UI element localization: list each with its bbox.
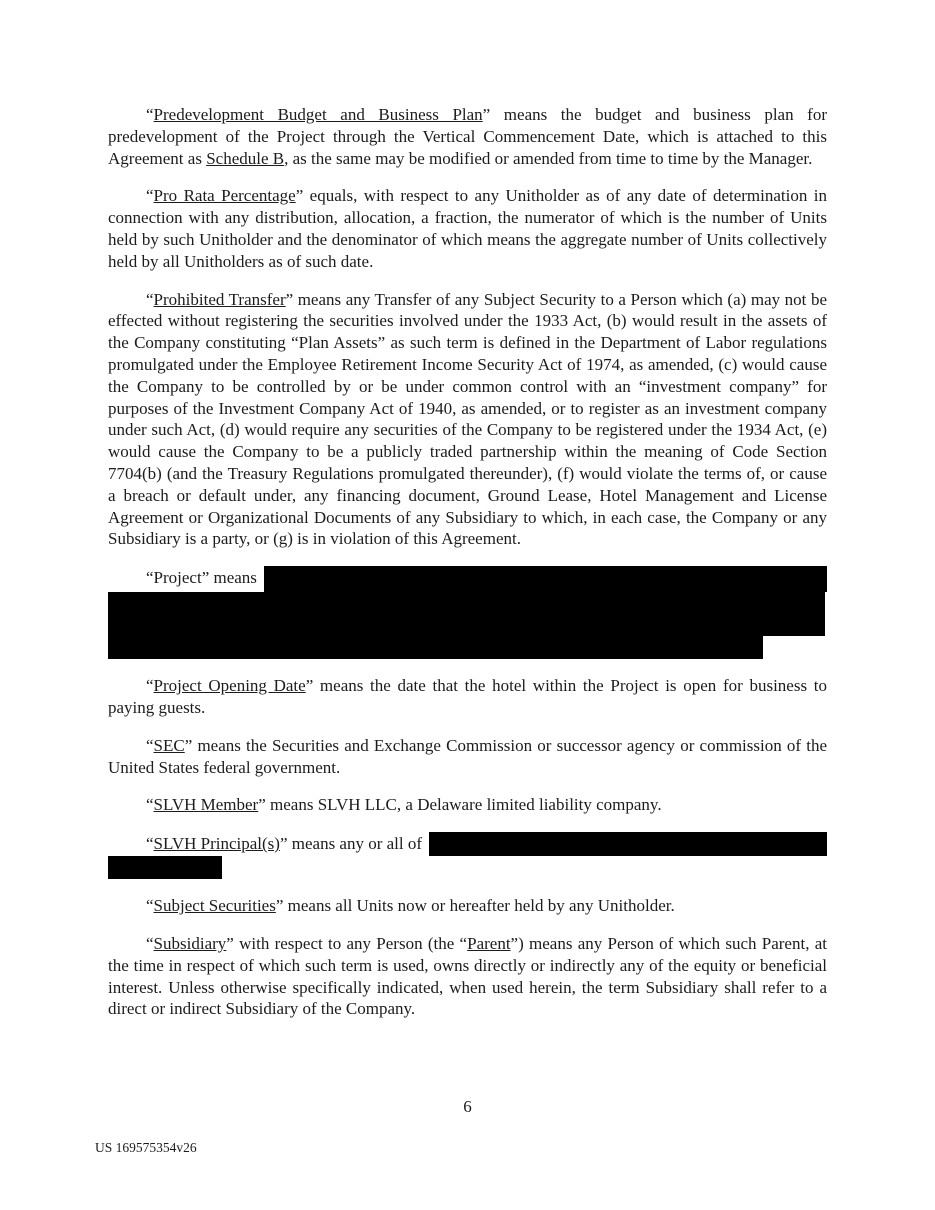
open-quote: “ bbox=[146, 834, 154, 854]
parent-defined-term: Parent bbox=[467, 933, 511, 953]
defined-term: SLVH Member bbox=[153, 795, 259, 815]
definition-text bbox=[108, 832, 422, 856]
definition-text: ”) means any Person of which such Parent, at the time in respect of which such term is used, owns directly or indirectly any of the equity or beneficial interest. Unless otherwise specifically indicated, when used herein, the term Subsidiary shall refer to a direct or indirect Subsidiary of the Company. bbox=[108, 933, 827, 1019]
open-quote: “ bbox=[146, 105, 154, 124]
definition-text: ” means any or all of bbox=[279, 834, 423, 854]
redaction-bar bbox=[264, 566, 827, 592]
document-body bbox=[108, 104, 827, 1036]
definition-text: “Project” means bbox=[146, 568, 257, 588]
redaction-block bbox=[108, 592, 825, 636]
schedule-b-reference: Schedule B bbox=[206, 148, 285, 168]
definition-text: ” means any Transfer of any Subject Security to a Person which (a) may not be effected without registering the securities involved under the 1933 Act, (b) would result in the assets of the Company constituting “Plan Assets” as such term is defined in the Department of Labor regulations promulgated under the Employee Retirement Income Security Act of 1974, as amended, (c) would cause the Company to be controlled by or be under common control with an “investment company” for purposes of the Investment Company Act of 1940, as amended, or to register as an investment company under such Act, (d) would require any securities of the Company to be registered under the 1934 Act, (e) would cause the Company to be a publicly traded partnership within the meaning of Code Section 7704(b) (and the Treasury Regulations promulgated thereunder), (f) would violate the terms of, or cause a breach or default under, any financing document, Ground Lease, Hotel Management and License Agreement or Organizational Documents of any Subsidiary to which, in each case, the Company or any Subsidiary is a party, or (g) is in violation of this Agreement. bbox=[108, 289, 827, 549]
open-quote: “ bbox=[146, 289, 154, 309]
definition-text: ” means all Units now or hereafter held by any Unitholder. bbox=[275, 896, 675, 916]
definition-text: ” means SLVH LLC, a Delaware limited liability company. bbox=[258, 795, 662, 815]
redaction-bar bbox=[429, 832, 827, 856]
open-quote: “ bbox=[146, 735, 154, 755]
definition-pro-rata-percentage bbox=[108, 185, 827, 272]
definition-subject-securities bbox=[108, 895, 827, 917]
definition-text: ” means the budget and business plan for predevelopment of the Project through the Vertical Commencement Date, which is attached to this Agreement as bbox=[108, 105, 827, 168]
definition-text: , as the same may be modified or amended from time to time by the Manager. bbox=[284, 148, 813, 168]
definition-project bbox=[108, 566, 827, 659]
definition-text: ” with respect to any Person (the “ bbox=[226, 933, 468, 953]
redaction-block-end bbox=[108, 636, 763, 659]
defined-term: SLVH Principal(s) bbox=[153, 834, 280, 854]
definition-text: ” means the date that the hotel within the Project is open for business to paying guests. bbox=[108, 676, 827, 717]
defined-term: Pro Rata Percentage bbox=[153, 186, 296, 206]
definition-text: ” means the Securities and Exchange Commission or successor agency or commission of the United States federal government. bbox=[108, 735, 827, 777]
defined-term: Subject Securities bbox=[153, 896, 276, 916]
defined-term: Subsidiary bbox=[153, 933, 227, 953]
slvh-principals-lead-line bbox=[108, 832, 827, 856]
definition-slvh-principals bbox=[108, 832, 827, 879]
defined-term: Prohibited Transfer bbox=[153, 289, 286, 309]
definition-text: ” equals, with respect to any Unitholder as of any date of determination in connection with any distribution, allocation, a fraction, the numerator of which is the number of Units held by such Unitholder and the denominator of which means the aggregate number of Units collectively held by all Unitholders as of such date. bbox=[108, 186, 827, 271]
defined-term: Project Opening Date bbox=[153, 676, 306, 696]
open-quote: “ bbox=[146, 896, 154, 916]
open-quote: “ bbox=[146, 186, 154, 206]
redaction-block-end bbox=[108, 856, 222, 879]
definition-sec bbox=[108, 735, 827, 779]
definition-prohibited-transfer bbox=[108, 289, 827, 551]
page-number: 6 bbox=[463, 1097, 472, 1116]
definition-predevelopment-budget bbox=[108, 104, 827, 169]
open-quote: “ bbox=[146, 795, 154, 815]
definition-slvh-member bbox=[108, 794, 827, 816]
document-id-footer: US 169575354v26 bbox=[95, 1140, 197, 1155]
defined-term: Predevelopment Budget and Business Plan bbox=[153, 105, 483, 124]
defined-term: SEC bbox=[153, 735, 185, 755]
definition-project-opening-date bbox=[108, 675, 827, 719]
project-lead-line bbox=[108, 566, 827, 592]
open-quote: “ bbox=[146, 933, 154, 953]
definition-subsidiary bbox=[108, 933, 827, 1020]
open-quote: “ bbox=[146, 676, 154, 696]
